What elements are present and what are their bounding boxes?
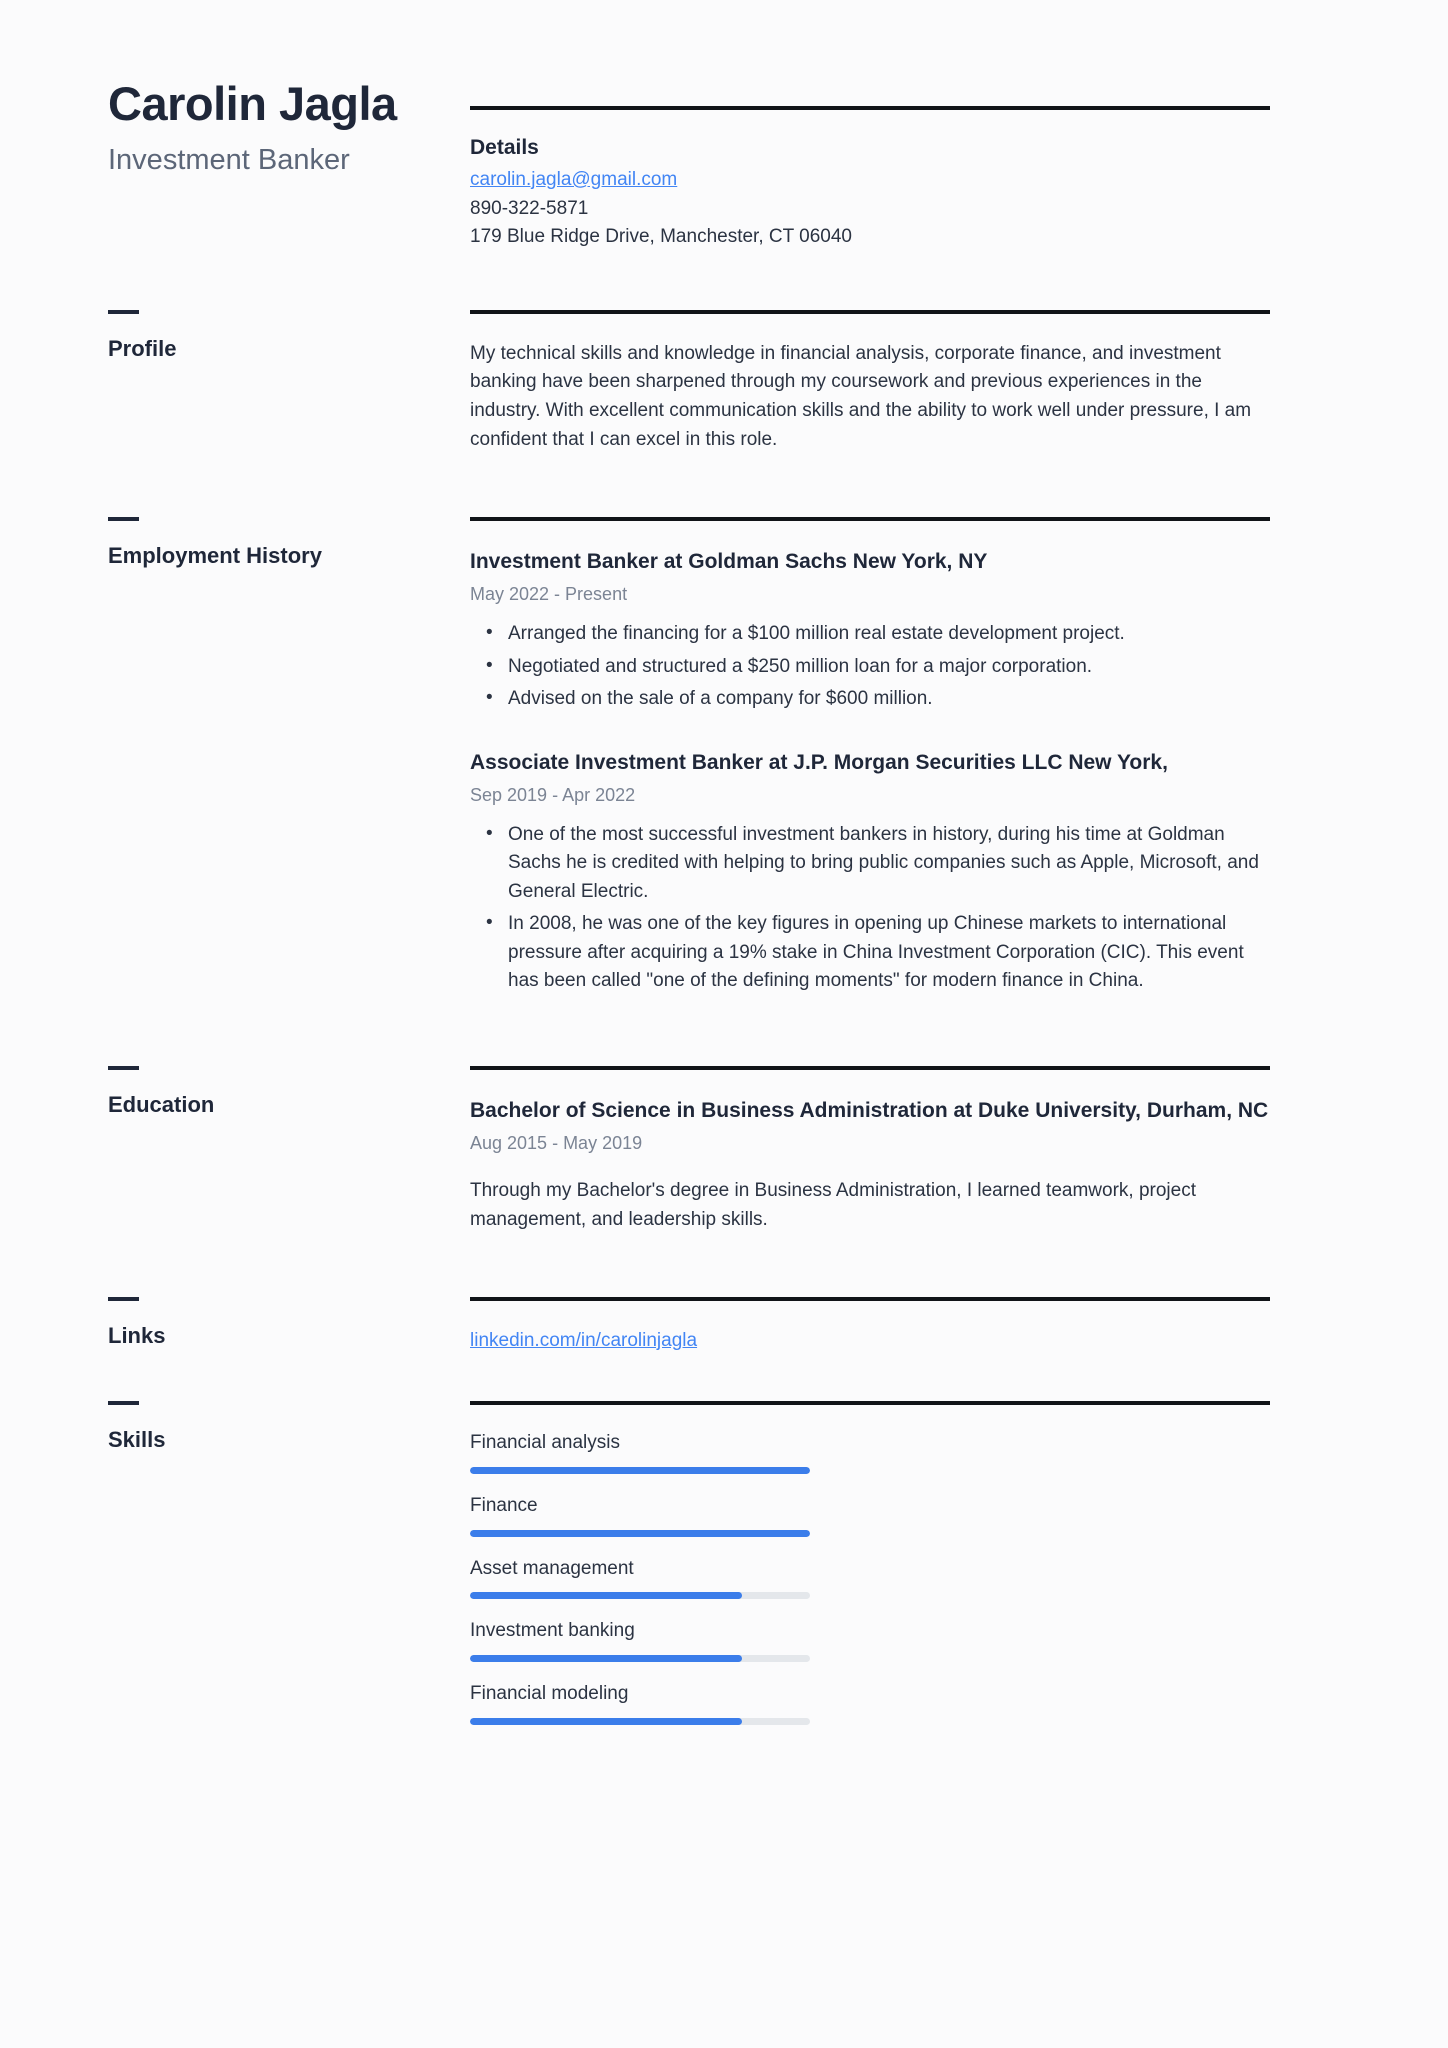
profile-divider bbox=[470, 310, 1270, 314]
list-item: • Arranged the financing for a $100 million real estate development project. bbox=[506, 620, 1270, 649]
links-label-column bbox=[0, 1297, 470, 1349]
details-divider bbox=[470, 106, 1270, 110]
skill-label: Asset management bbox=[470, 1557, 634, 1579]
resume-header bbox=[0, 78, 1448, 252]
employment-entry-title: Investment Banker at Goldman Sachs New York, NY bbox=[470, 550, 988, 573]
links-divider bbox=[470, 1297, 1270, 1301]
link-row bbox=[470, 1327, 1270, 1356]
education-section-label: Education bbox=[108, 1091, 215, 1117]
address-line: 179 Blue Ridge Drive, Manchester, CT 06040 bbox=[470, 226, 852, 247]
skills-label-column bbox=[0, 1401, 470, 1453]
employment-content bbox=[470, 517, 1270, 1000]
skill-progress-fill bbox=[470, 1467, 810, 1474]
details-heading: Details bbox=[470, 136, 539, 159]
skill-item bbox=[470, 1494, 810, 1537]
skill-progress-track bbox=[470, 1467, 810, 1474]
profile-section bbox=[0, 310, 1448, 456]
education-section bbox=[0, 1066, 1448, 1235]
linkedin-link[interactable]: linkedin.com/in/carolinjagla bbox=[470, 1329, 698, 1351]
employment-entry-date: May 2022 - Present bbox=[470, 583, 628, 604]
phone-line: 890-322-5871 bbox=[470, 197, 589, 219]
employment-entry bbox=[470, 748, 1270, 996]
profile-text: My technical skills and knowledge in financial analysis, corporate finance, and investment banking have been sharpened through my coursework and previous experiences in the industry. With excellent communication skills and the ability to work well under pressure, I am confident that I can excel in this role. bbox=[470, 342, 1252, 451]
skills-divider bbox=[470, 1401, 1270, 1405]
links-section bbox=[0, 1297, 1448, 1356]
details-section bbox=[470, 78, 1270, 252]
skill-item bbox=[470, 1431, 810, 1474]
list-item: • In 2008, he was one of the key figures in opening up Chinese markets to international pressure after acquiring a 19% stake in China Investment Corporation (CIC). This event has been called "one of the defining moments" for modern finance in China. bbox=[506, 910, 1270, 996]
email-line bbox=[470, 166, 1270, 195]
skill-progress-track bbox=[470, 1655, 810, 1662]
skills-content bbox=[470, 1401, 1270, 1744]
skill-progress-track bbox=[470, 1718, 810, 1725]
profile-label-column bbox=[0, 310, 470, 362]
skills-section bbox=[0, 1401, 1448, 1744]
employment-divider bbox=[470, 517, 1270, 521]
links-content bbox=[470, 1297, 1270, 1356]
education-content bbox=[470, 1066, 1270, 1235]
education-divider bbox=[470, 1066, 1270, 1070]
skill-progress-fill bbox=[470, 1655, 742, 1662]
list-item: • Advised on the sale of a company for $600 million. bbox=[506, 685, 1270, 714]
employment-label-column bbox=[0, 517, 470, 569]
section-dash-icon bbox=[108, 1297, 139, 1301]
job-title: Investment Banker bbox=[108, 143, 350, 176]
education-entry bbox=[470, 1096, 1270, 1235]
education-entry-date: Aug 2015 - May 2019 bbox=[470, 1132, 643, 1153]
email-link[interactable]: carolin.jagla@gmail.com bbox=[470, 169, 678, 190]
section-dash-icon bbox=[108, 517, 139, 521]
skill-item bbox=[470, 1682, 810, 1725]
skills-section-label: Skills bbox=[108, 1427, 166, 1453]
skill-label: Financial modeling bbox=[470, 1683, 629, 1705]
skill-label: Finance bbox=[470, 1495, 538, 1517]
skill-progress-track bbox=[470, 1530, 810, 1537]
employment-entry-bullets bbox=[470, 620, 1270, 714]
list-item: • Negotiated and structured a $250 million loan for a major corporation. bbox=[506, 653, 1270, 682]
section-dash-icon bbox=[108, 310, 139, 314]
list-item: • One of the most successful investment bankers in history, during his time at Goldman Sachs he is credited with helping to bring public companies such as Apple, Microsoft, and General Electric. bbox=[506, 821, 1270, 907]
employment-entry-title: Associate Investment Banker at J.P. Morgan Securities LLC New York, bbox=[470, 750, 1168, 774]
profile-section-label: Profile bbox=[108, 335, 177, 361]
page-title: Carolin Jagla bbox=[108, 77, 397, 130]
skill-item bbox=[470, 1557, 810, 1600]
education-entry-title: Bachelor of Science in Business Administration at Duke University, Durham, NC bbox=[470, 1098, 1269, 1122]
skill-label: Investment banking bbox=[470, 1620, 635, 1642]
skill-item bbox=[470, 1619, 810, 1662]
employment-entry-bullets bbox=[470, 821, 1270, 996]
education-entry-description: Through my Bachelor's degree in Business Administration, I learned teamwork, project management, and leadership skills. bbox=[470, 1180, 1196, 1230]
skill-label: Financial analysis bbox=[470, 1432, 620, 1454]
section-dash-icon bbox=[108, 1401, 139, 1405]
skill-progress-fill bbox=[470, 1592, 742, 1599]
employment-section bbox=[0, 517, 1448, 1000]
employment-entry-date: Sep 2019 - Apr 2022 bbox=[470, 784, 636, 805]
profile-content bbox=[470, 310, 1270, 456]
section-dash-icon bbox=[108, 1066, 139, 1070]
employment-section-label: Employment History bbox=[108, 543, 322, 568]
employment-entry bbox=[470, 547, 1270, 714]
education-label-column bbox=[0, 1066, 470, 1118]
links-section-label: Links bbox=[108, 1322, 166, 1348]
skill-progress-track bbox=[470, 1592, 810, 1599]
skill-progress-fill bbox=[470, 1530, 810, 1537]
skill-progress-fill bbox=[470, 1718, 742, 1725]
header-identity bbox=[0, 78, 470, 177]
